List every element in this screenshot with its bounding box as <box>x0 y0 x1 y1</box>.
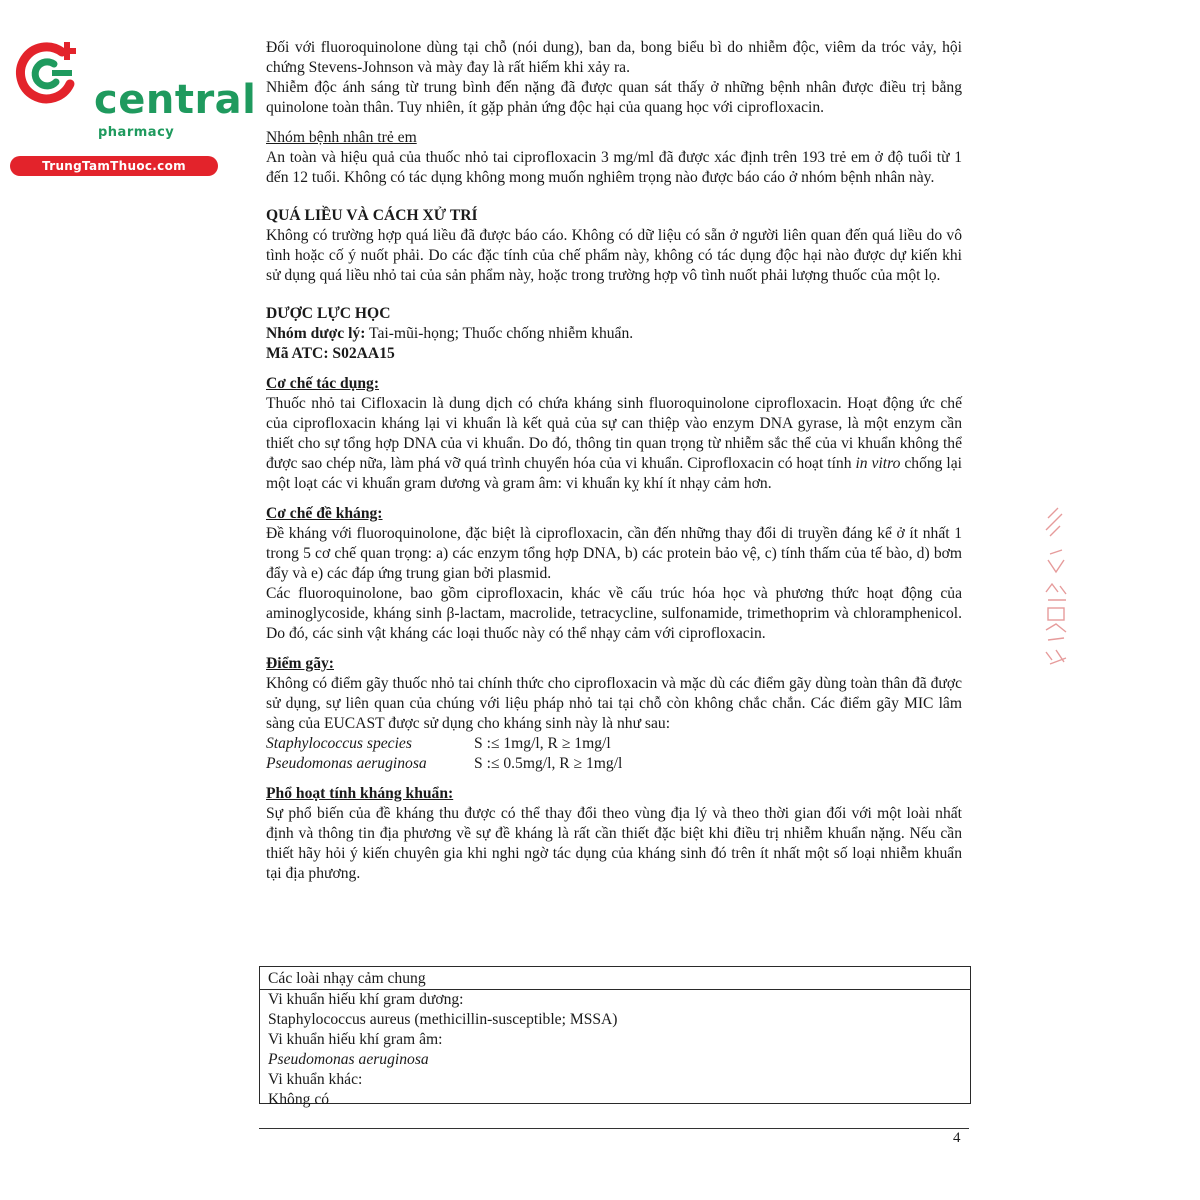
mechanism-text-b: chống lại một loạt các vi khuẩn gram dương và gram âm: vi khuẩn kỵ khí ít nhạy cảm hơn. <box>266 455 962 492</box>
pharmacy-cross-icon <box>10 38 82 110</box>
atc-code: Mã ATC: S02AA15 <box>266 345 395 362</box>
table-row: Staphylococcus aureus (methicillin-susceptible; MSSA) <box>268 1011 618 1028</box>
breakpoint-paragraph: Không có điểm gãy thuốc nhỏ tai chính thức cho ciprofloxacin và mặc dù các điểm gãy dùng toàn thân đã được sử dụng, sự liên quan của chúng với liệu pháp nhỏ tai tại chỗ còn không chắc chắn. Các điểm gãy MIC lâm sàng của EUCAST được sử dụng cho kháng sinh này là như sau: <box>266 675 962 732</box>
breakpoint-row <box>266 754 962 774</box>
pediatric-heading: Nhóm bệnh nhân trẻ em <box>266 129 417 146</box>
mechanism-text-italic: in vitro <box>855 455 901 472</box>
table-row: Vi khuẩn hiếu khí gram dương: <box>268 991 464 1008</box>
overdose-heading: QUÁ LIỀU VÀ CÁCH XỬ TRÍ <box>266 207 478 224</box>
breakpoint-organism: Staphylococcus species <box>266 735 412 752</box>
mechanism-heading: Cơ chế tác dụng: <box>266 375 380 392</box>
logo-site-badge: TrungTamThuoc.com <box>10 156 218 176</box>
logo-brand-name: central <box>94 77 257 123</box>
pharmacodynamics-heading: DƯỢC LỰC HỌC <box>266 305 391 322</box>
intro-paragraph-1: Đối với fluoroquinolone dùng tại chỗ (nói dung), ban da, bong biểu bì do nhiễm độc, viêm da tróc vảy, hội chứng Stevens-Johnson và mày đay là rất hiếm khi xảy ra. <box>266 39 962 76</box>
table-header: Các loài nhạy cảm chung <box>260 967 970 990</box>
page-number: 4 <box>953 1130 961 1146</box>
resistance-paragraph-2: Các fluoroquinolone, bao gồm ciprofloxacin, khác về cấu trúc hóa học và phương thức hoạt động của aminoglycoside, kháng sinh β-lactam, macrolide, tetracycline, sulfonamide, trimethoprim và chloramphenicol. Do đó, các sinh vật kháng các loại thuốc này có thể nhạy cảm với ciprofloxacin. <box>266 585 962 642</box>
document-body <box>266 38 962 884</box>
table-row: Pseudomonas aeruginosa <box>268 1051 429 1068</box>
table-row: Không có <box>268 1091 330 1108</box>
resistance-heading: Cơ chế đề kháng: <box>266 505 383 522</box>
pharm-group-label: Nhóm dược lý: <box>266 325 366 342</box>
central-pharmacy-logo <box>10 38 257 173</box>
breakpoint-organism: Pseudomonas aeruginosa <box>266 755 427 772</box>
overdose-paragraph: Không có trường hợp quá liều đã được báo cáo. Không có dữ liệu có sẵn ở người liên quan đến quá liều do vô tình hoặc cố ý nuốt phải. Do các đặc tính của chế phẩm này, không có tác dụng độc hại nào được dự kiến khi sử dụng quá liều nhỏ tai của sản phẩm này, hoặc trong trường hợp vô tình nuốt phải lượng thuốc của một lọ. <box>266 227 962 284</box>
intro-paragraph-2: Nhiễm độc ánh sáng từ trung bình đến nặng đã được quan sát thấy ở những bệnh nhân được điều trị bằng quinolone toàn thân. Tuy nhiên, ít gặp phản ứng độc hại của quang học với ciprofloxacin. <box>266 79 962 116</box>
logo-brand-sub: pharmacy <box>98 125 175 140</box>
mechanism-paragraph <box>266 394 962 494</box>
spectrum-heading: Phổ hoạt tính kháng khuẩn: <box>266 785 454 802</box>
pharm-group-line <box>266 324 962 344</box>
mechanism-text-a: Thuốc nhỏ tai Cifloxacin là dung dịch có chứa kháng sinh fluoroquinolone ciprofloxacin. Hoạt động ức chế của ciprofloxacin kháng lại vi khuẩn là kết quả của sự can thiệp vào enzym DNA gyrase, là một enzym cần thiết cho sự tổng hợp DNA của vi khuẩn. Do đó, thông tin quan trọng từ nhiễm sắc thể của vi khuẩn không thể được sao chép nữa, làm phá vỡ quá trình chuyển hóa của vi khuẩn. Ciprofloxacin có hoạt tính <box>266 395 962 472</box>
footer-divider <box>259 1128 969 1129</box>
table-row: Vi khuẩn hiếu khí gram âm: <box>268 1031 443 1048</box>
table-row: Vi khuẩn khác: <box>268 1071 363 1088</box>
susceptible-species-table <box>259 966 971 1108</box>
breakpoint-value: S :≤ 0.5mg/l, R ≥ 1mg/l <box>474 755 623 772</box>
pediatric-paragraph: An toàn và hiệu quả của thuốc nhỏ tai ciprofloxacin 3 mg/ml đã được xác định trên 193 trẻ em ở độ tuổi từ 1 đến 12 tuổi. Không có tác dụng không mong muốn nghiêm trọng nào được báo cáo ở nhóm bệnh nhân này. <box>266 149 962 186</box>
pharm-group-value: Tai-mũi-họng; Thuốc chống nhiễm khuẩn. <box>365 325 634 342</box>
breakpoint-heading: Điểm gãy: <box>266 655 334 672</box>
faint-stamp-mark <box>1036 500 1076 670</box>
breakpoint-value: S :≤ 1mg/l, R ≥ 1mg/l <box>474 735 611 752</box>
resistance-paragraph-1: Đề kháng với fluoroquinolone, đặc biệt là ciprofloxacin, cần đến những thay đổi di truyền đáng kể ở ít nhất 1 trong 5 cơ chế quan trọng: a) các enzym tổng hợp DNA, b) các protein bảo vệ, c) tính thấm của tế bào, d) bơm đẩy và e) các đáp ứng trung gian bởi plasmid. <box>266 525 962 582</box>
spectrum-paragraph: Sự phổ biến của đề kháng thu được có thể thay đổi theo vùng địa lý và theo thời gian đối với một loài nhất định và thông tin địa phương về sự đề kháng là rất cần thiết đặc biệt khi điều trị nhiễm khuẩn nặng. Nếu cần thiết hãy hỏi ý kiến chuyên gia khi nghi ngờ tác dụng của kháng sinh đó trên ít nhất một số loại nhiễm khuẩn tại địa phương. <box>266 805 962 882</box>
breakpoint-row <box>266 734 962 754</box>
table-body <box>260 990 970 1110</box>
